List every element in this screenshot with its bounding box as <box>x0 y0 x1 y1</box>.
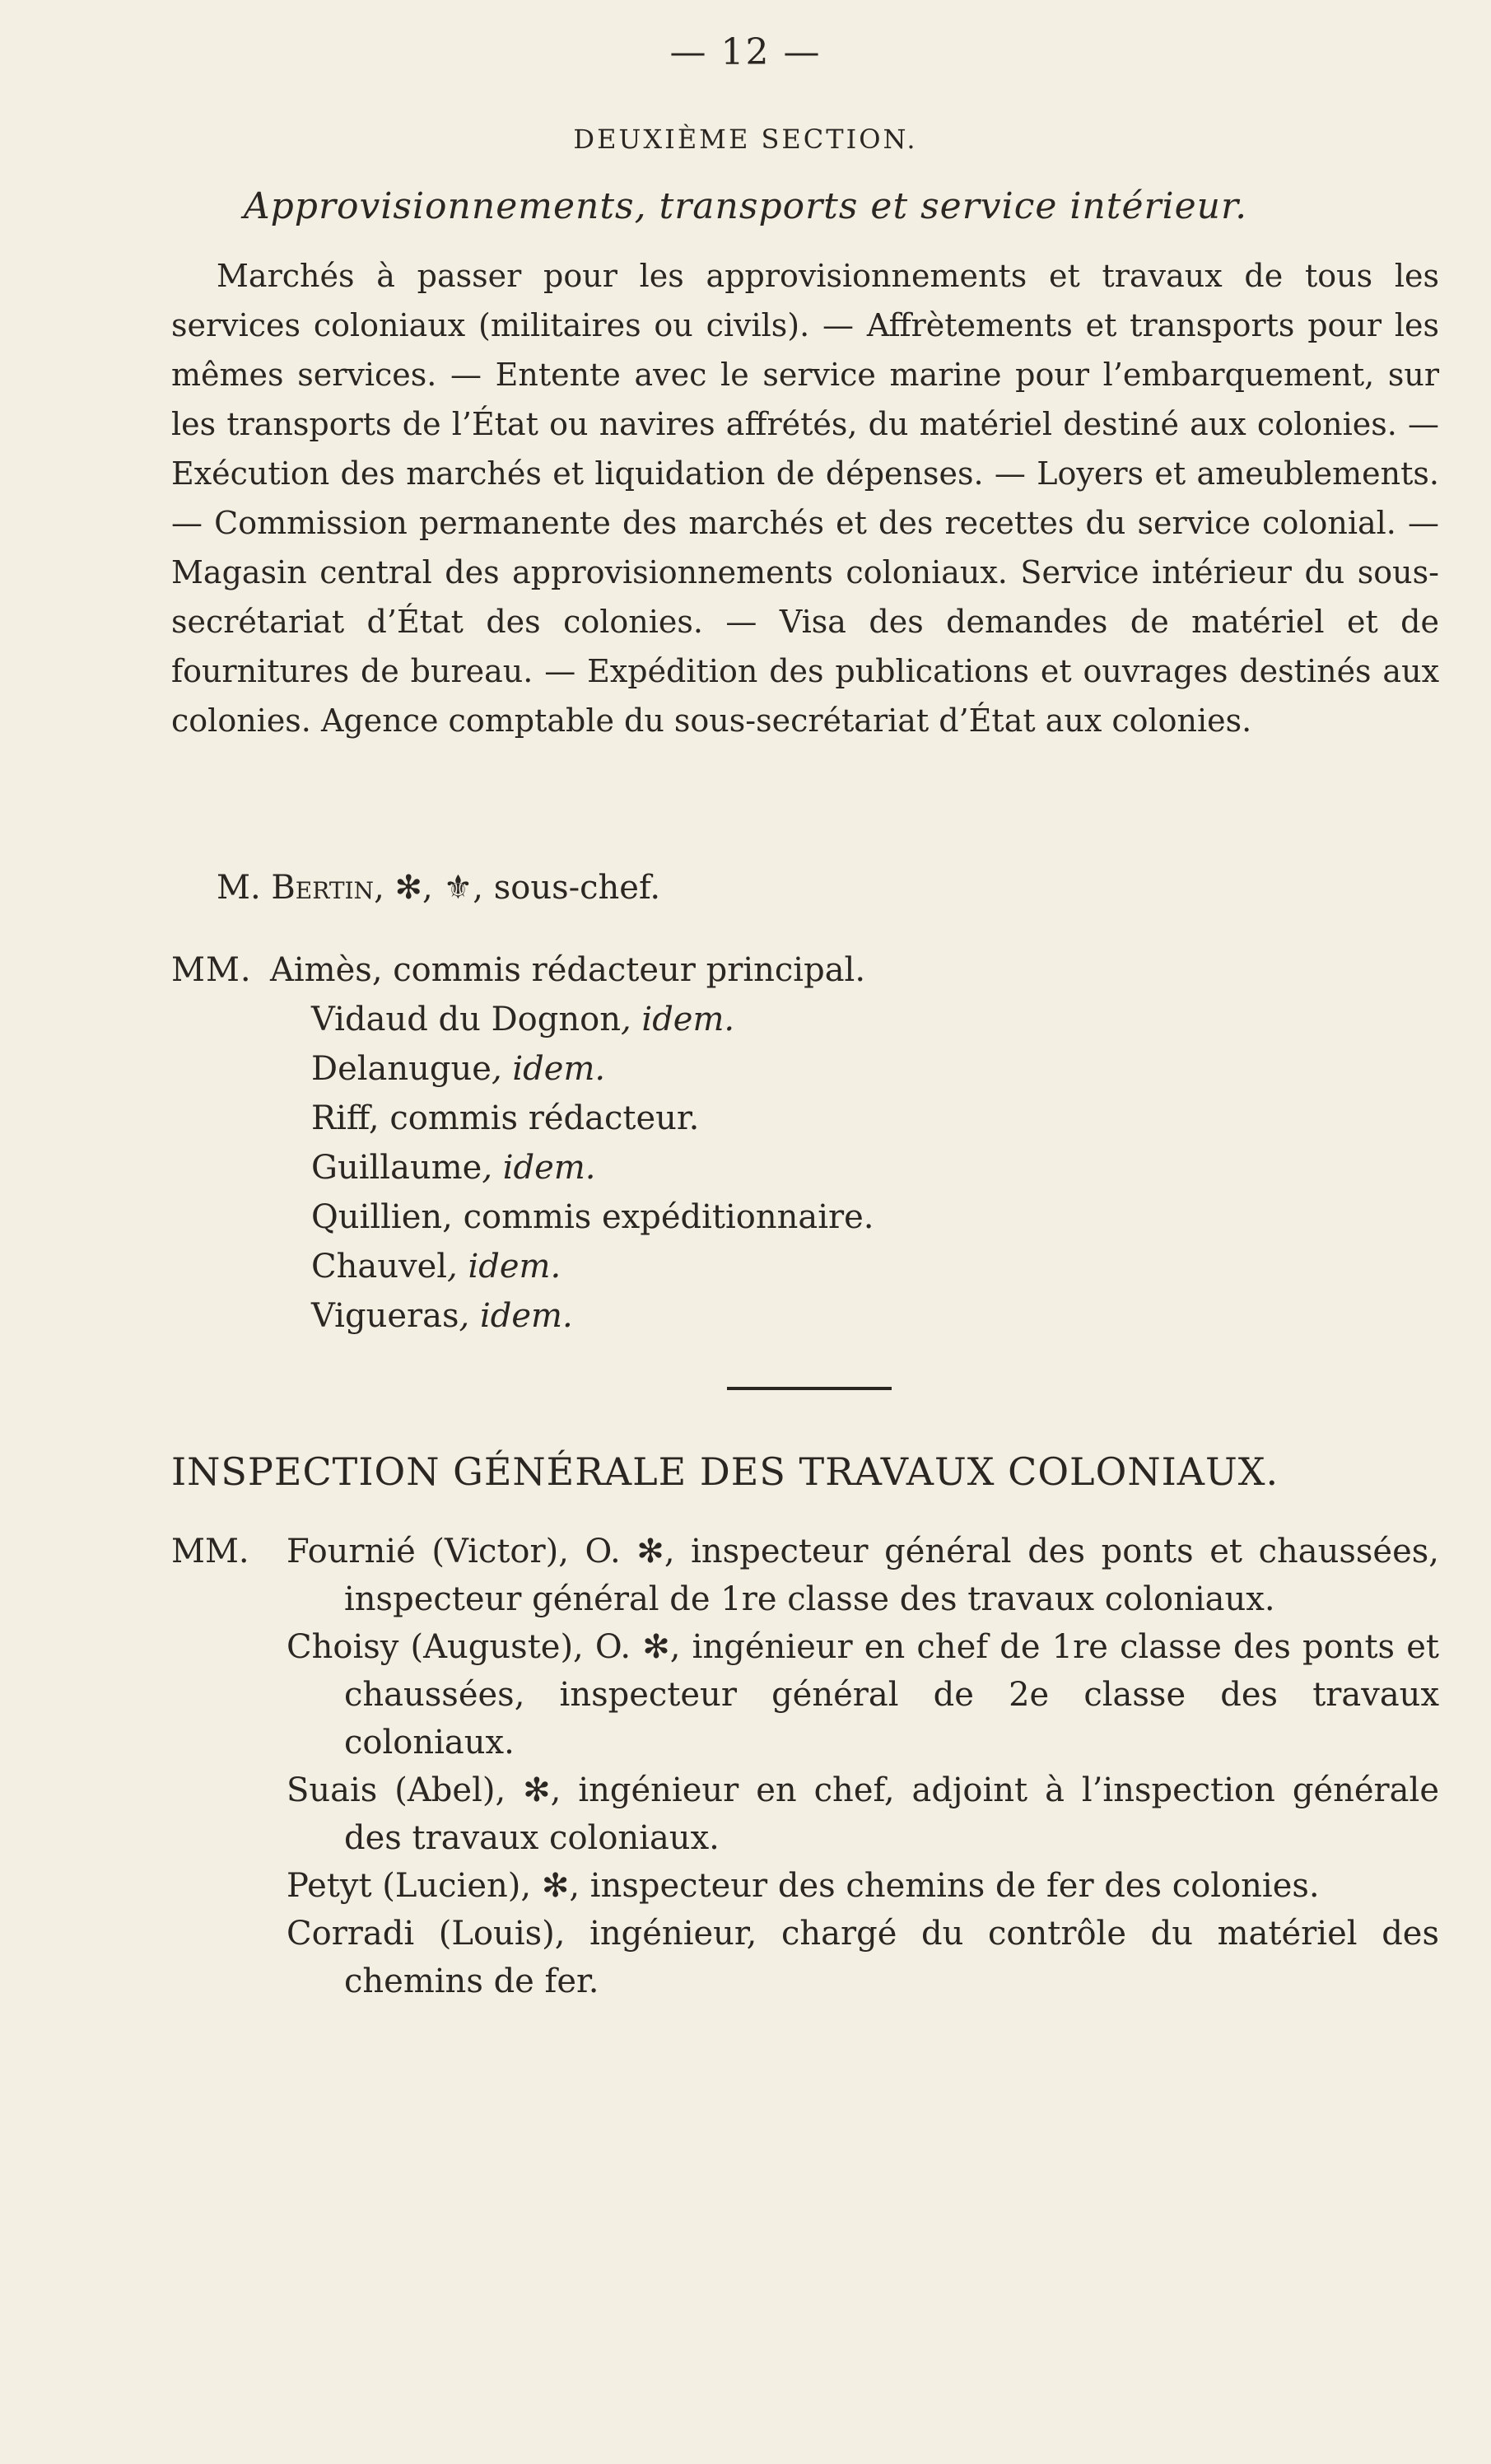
inspection-entry-text: Corradi (Louis), ingénieur, chargé du contrôle du matériel des chemins de fer. <box>287 1915 1439 2000</box>
section-divider <box>727 1387 892 1390</box>
page-number: — 12 — <box>669 31 822 73</box>
chef-name: Bertin <box>271 869 375 907</box>
staff-role: , idem. <box>459 1297 573 1335</box>
staff-name: Vidaud du Dognon <box>311 1001 621 1038</box>
staff-name: Delanugue <box>311 1050 492 1088</box>
inspection-label: MM. <box>171 1533 249 1570</box>
staff-role: , idem. <box>447 1248 561 1286</box>
staff-label: MM. <box>171 951 252 989</box>
staff-role: , idem. <box>620 1001 735 1038</box>
staff-name: Quillien <box>311 1198 443 1236</box>
staff-list <box>171 945 874 1341</box>
inspection-entry <box>171 1623 1439 1766</box>
staff-row <box>171 1044 874 1094</box>
staff-role: , commis expéditionnaire. <box>442 1198 874 1236</box>
inspection-entry <box>171 1766 1439 1862</box>
inspection-entry <box>171 1528 1439 1623</box>
inspection-entry-text: Choisy (Auguste), O. ✻, ingénieur en chef de 1re classe des ponts et chaussées, inspecteur général de 2e classe des travaux coloniaux. <box>287 1628 1439 1762</box>
inspection-list <box>171 1528 1439 2005</box>
staff-role: , commis rédacteur. <box>368 1099 700 1137</box>
section-subtitle: Approvisionnements, transports et service intérieur. <box>243 185 1248 227</box>
staff-role: , commis rédacteur principal. <box>371 951 866 989</box>
staff-row <box>171 1143 874 1192</box>
staff-row-0 <box>171 945 874 995</box>
staff-name: Vigueras <box>311 1297 459 1335</box>
staff-member <box>270 945 865 995</box>
chef-suffix: , ✻, ⚜, sous-chef. <box>374 869 661 907</box>
section-description: Marchés à passer pour les approvisionnements et travaux de tous les services coloniaux (militaires ou civils). — Affrètements et transports pour les mêmes services. — Entente avec le service marine pour l’embarquement, sur les transports de l’État ou navires affrétés, du matériel destiné aux colonies. — Exécution des marchés et liquidation de dépenses. — Loyers et ameublements. — Commission permanente des marchés et des recettes du service colonial. — Magasin central des approvisionnements coloniaux. Service intérieur du sous-secrétariat d’État des colonies. — Visa des demandes de matériel et de fournitures de bureau. — Expédition des publications et ouvrages destinés aux colonies. Agence comptable du sous-secrétariat d’État aux colonies. <box>171 258 1439 739</box>
chef-line <box>217 869 660 907</box>
staff-name: Riff <box>311 1099 369 1137</box>
inspection-entry-text: Petyt (Lucien), ✻, inspecteur des chemins de fer des colonies. <box>287 1867 1320 1905</box>
section-title: DEUXIÈME SECTION. <box>573 124 918 155</box>
inspection-entry <box>171 1910 1439 2005</box>
staff-name: Chauvel <box>311 1248 448 1286</box>
staff-row <box>171 1242 874 1291</box>
staff-row <box>171 995 874 1044</box>
staff-row <box>171 1094 874 1143</box>
inspection-title: INSPECTION GÉNÉRALE DES TRAVAUX COLONIAUX. <box>171 1449 1279 1494</box>
staff-row <box>171 1192 874 1242</box>
staff-role: , idem. <box>491 1050 606 1088</box>
inspection-entry <box>171 1862 1439 1910</box>
inspection-entry-text: Suais (Abel), ✻, ingénieur en chef, adjoint à l’inspection générale des travaux coloniaux. <box>287 1771 1439 1857</box>
staff-name: Aimès <box>270 951 372 989</box>
chef-prefix: M. <box>217 869 261 907</box>
staff-name: Guillaume <box>311 1149 482 1187</box>
staff-role: , idem. <box>482 1149 596 1187</box>
staff-row <box>171 1291 874 1341</box>
inspection-entry-text: Fournié (Victor), O. ✻, inspecteur général des ponts et chaussées, inspecteur général de 1re classe des travaux coloniaux. <box>287 1533 1439 1618</box>
